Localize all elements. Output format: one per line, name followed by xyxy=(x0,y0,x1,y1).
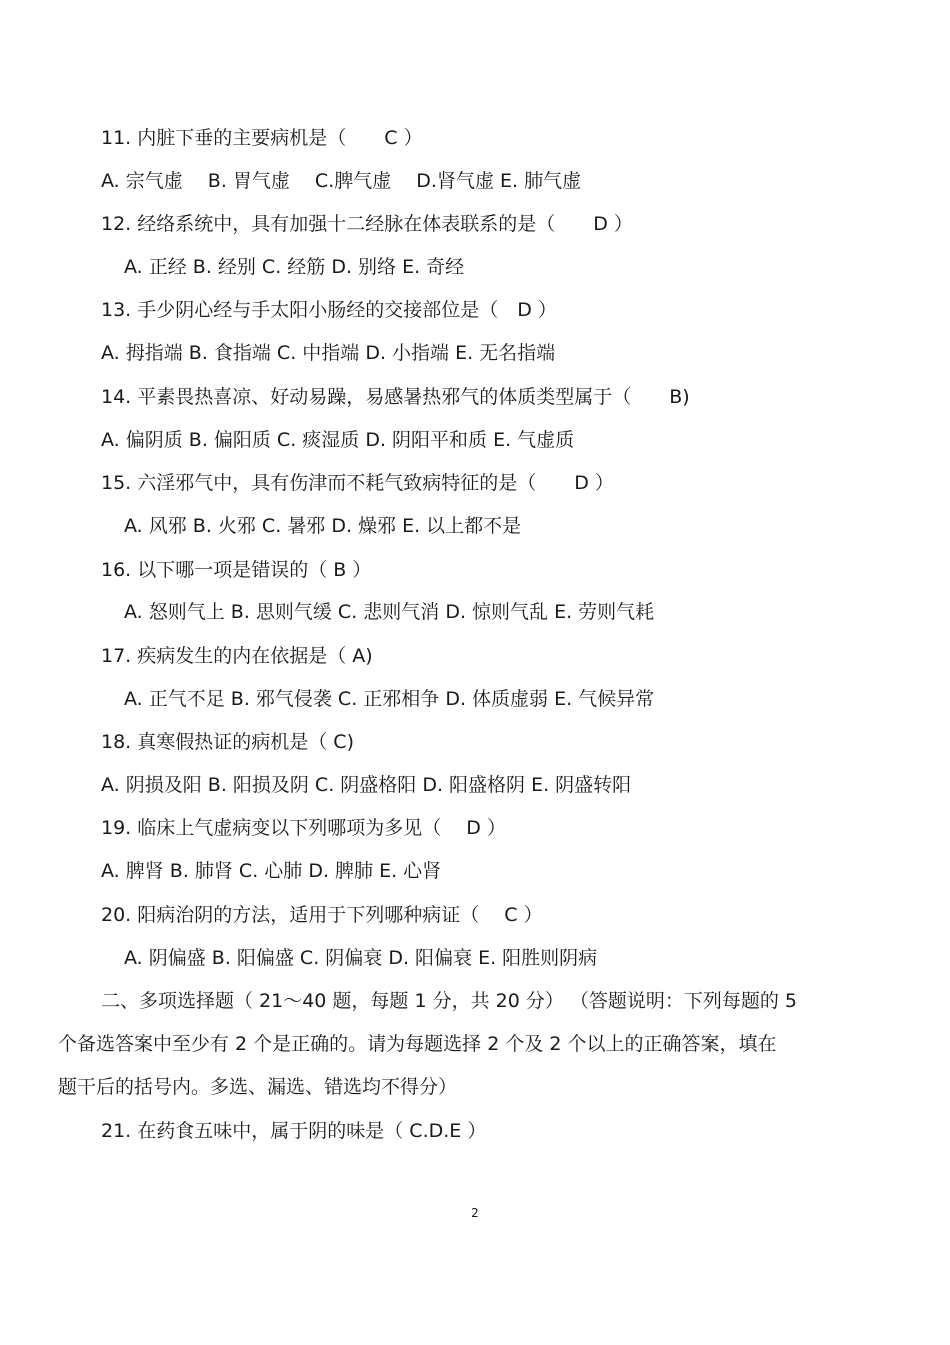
options-16: A. 怒则气上 B. 思则气缓 C. 悲则气消 D. 惊则气乱 E. 劳则气耗 xyxy=(124,601,655,623)
question-19: 19. 临床上气虚病变以下列哪项为多见（ D ） xyxy=(101,817,506,839)
question-11: 11. 内脏下垂的主要病机是（ C ） xyxy=(101,127,423,149)
question-20: 20. 阳病治阴的方法，适用于下列哪种病证（ C ） xyxy=(101,904,543,926)
question-17: 17. 疾病发生的内在依据是（ A) xyxy=(101,645,373,667)
question-21: 21. 在药食五味中，属于阴的味是（ C.D.E ） xyxy=(101,1120,487,1142)
options-15: A. 风邪 B. 火邪 C. 暑邪 D. 燥邪 E. 以上都不是 xyxy=(124,515,522,537)
question-13: 13. 手少阴心经与手太阳小肠经的交接部位是（ D ） xyxy=(101,299,557,321)
options-13: A. 拇指端 B. 食指端 C. 中指端 D. 小指端 E. 无名指端 xyxy=(101,342,556,364)
options-20: A. 阴偏盛 B. 阳偏盛 C. 阴偏衰 D. 阳偏衰 E. 阳胜则阴病 xyxy=(124,947,598,969)
options-14: A. 偏阴质 B. 偏阳质 C. 痰湿质 D. 阴阳平和质 E. 气虚质 xyxy=(101,429,575,451)
question-16: 16. 以下哪一项是错误的（ B ） xyxy=(101,559,372,581)
question-14: 14. 平素畏热喜凉、好动易躁，易感暑热邪气的体质类型属于（ B) xyxy=(101,386,690,408)
section-instructions-line2: 个备选答案中至少有 2 个是正确的。请为每题选择 2 个及 2 个以上的正确答案，填在 xyxy=(58,1033,777,1055)
options-19: A. 脾肾 B. 肺肾 C. 心肺 D. 脾肺 E. 心肾 xyxy=(101,860,442,882)
options-11: A. 宗气虚 B. 胃气虚 C.脾气虚 D.肾气虚 E. 肺气虚 xyxy=(101,170,582,192)
question-15: 15. 六淫邪气中，具有伤津而不耗气致病特征的是（ D ） xyxy=(101,472,614,494)
section-heading: 二、多项选择题（ 21～40 题，每题 1 分，共 20 分） （答题说明：下列每题的 5 xyxy=(101,990,798,1012)
section-instructions-line3: 题干后的括号内。多选、漏选、错选均不得分） xyxy=(58,1076,458,1098)
page-number: 2 xyxy=(471,1206,479,1220)
options-17: A. 正气不足 B. 邪气侵袭 C. 正邪相争 D. 体质虚弱 E. 气候异常 xyxy=(124,688,655,710)
question-12: 12. 经络系统中，具有加强十二经脉在体表联系的是（ D ） xyxy=(101,213,633,235)
options-12: A. 正经 B. 经别 C. 经筋 D. 别络 E. 奇经 xyxy=(124,256,465,278)
question-18: 18. 真寒假热证的病机是（ C) xyxy=(101,731,354,753)
options-18: A. 阴损及阳 B. 阳损及阴 C. 阴盛格阳 D. 阳盛格阴 E. 阴盛转阳 xyxy=(101,774,632,796)
